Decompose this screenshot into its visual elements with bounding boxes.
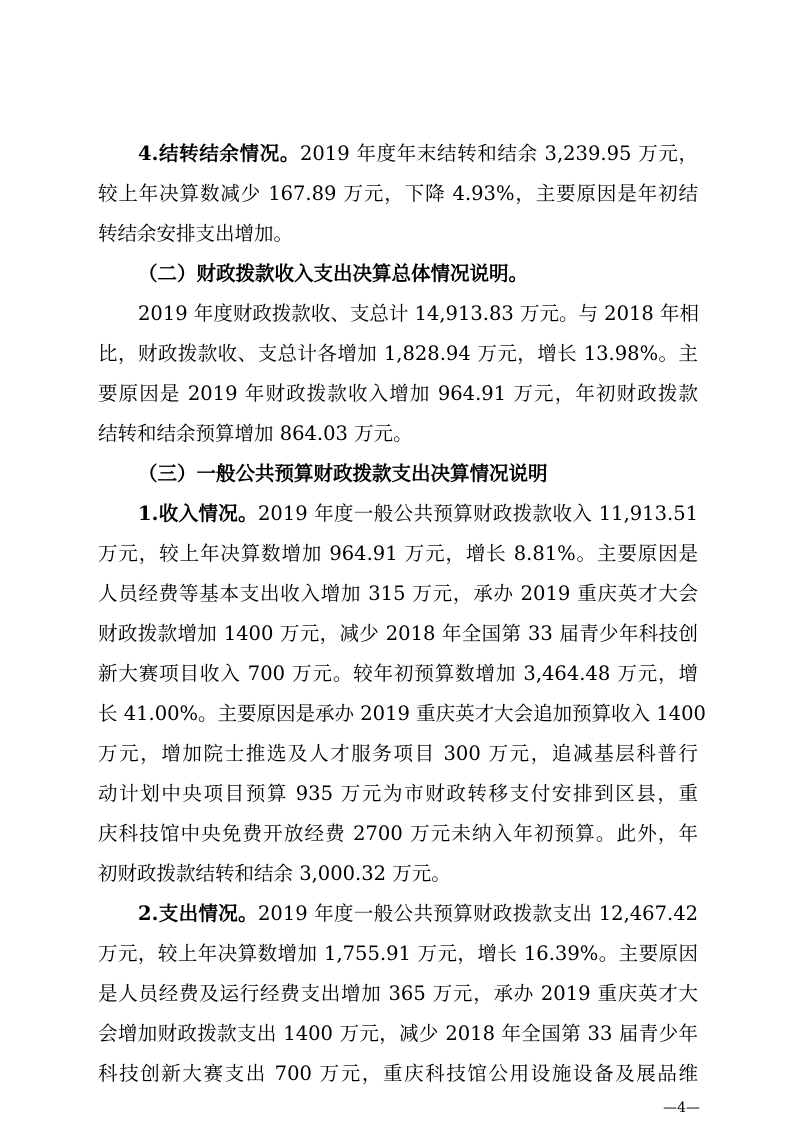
paragraph-income-line-10: 初财政拨款结转和结余 3,000.32 万元。 [98,862,451,885]
paragraph-income-line-4: 财政拨款增加 1400 万元，减少 2018 年全国第 33 届青少年科技创 [98,622,698,645]
paragraph-income-line-5: 新大赛项目收入 700 万元。较年初预算数增加 3,464.48 万元，增 [98,662,698,685]
section-heading-general-budget: （三）一般公共预算财政拨款支出决算情况说明 [138,462,548,485]
paragraph-income-line-8: 动计划中央项目预算 935 万元为市财政转移支付安排到区县，重 [98,782,698,805]
expenditure-line-1-text: 2019 年度一般公共预算财政拨款支出 12,467.42 [258,902,699,925]
paragraph-income-line-2: 万元，较上年决算数增加 964.91 万元，增长 8.81%。主要原因是 [98,542,698,565]
paragraph-income-line-6: 长 41.00%。主要原因是承办 2019 重庆英才大会追加预算收入 1400 [98,702,706,725]
paragraph-expenditure-line-1 [138,894,698,934]
paragraph-income-line-9: 庆科技馆中央免费开放经费 2700 万元未纳入年初预算。此外，年 [98,822,698,845]
income-lead: 1.收入情况。 [138,502,259,525]
carryover-lead: 4.结转结余情况。 [138,142,300,165]
paragraph-fiscal-overview-line-1: 2019 年度财政拨款收、支总计 14,913.83 万元。与 2018 年相 [138,302,699,325]
paragraph-carryover-line-2: 较上年决算数减少 167.89 万元，下降 4.93%，主要原因是年初结 [98,182,698,205]
paragraph-carryover-line-1 [138,134,698,174]
income-line-1-text: 2019 年度一般公共预算财政拨款收入 11,913.51 [258,502,699,525]
section-heading-fiscal-overview: （二）财政拨款收入支出决算总体情况说明。 [138,262,529,285]
paragraph-fiscal-overview-line-3: 要原因是 2019 年财政拨款收入增加 964.91 万元，年初财政拨款 [98,382,698,405]
paragraph-expenditure-line-5: 科技创新大赛支出 700 万元，重庆科技馆公用设施设备及展品维 [98,1062,698,1085]
paragraph-expenditure-line-2: 万元，较上年决算数增加 1,755.91 万元，增长 16.39%。主要原因 [98,942,698,965]
paragraph-expenditure-line-3: 是人员经费及运行经费支出增加 365 万元，承办 2019 重庆英才大 [98,982,698,1005]
carryover-line-1-text: 2019 年度年末结转和结余 3,239.95 万元， [299,142,699,165]
paragraph-fiscal-overview-line-2: 比，财政拨款收、支总计各增加 1,828.94 万元，增长 13.98%。主 [98,342,698,365]
paragraph-carryover-line-3: 转结余安排支出增加。 [98,222,294,245]
paragraph-fiscal-overview-line-4: 结转和结余预算增加 864.03 万元。 [98,422,413,445]
paragraph-income-line-1 [138,494,698,534]
expenditure-lead: 2.支出情况。 [138,902,259,925]
page-number: —4— [663,1100,700,1116]
paragraph-expenditure-line-4: 会增加财政拨款支出 1400 万元，减少 2018 年全国第 33 届青少年 [98,1022,698,1045]
paragraph-income-line-7: 万元，增加院士推选及人才服务项目 300 万元，追减基层科普行 [98,742,698,765]
paragraph-income-line-3: 人员经费等基本支出收入增加 315 万元，承办 2019 重庆英才大会 [98,582,698,605]
